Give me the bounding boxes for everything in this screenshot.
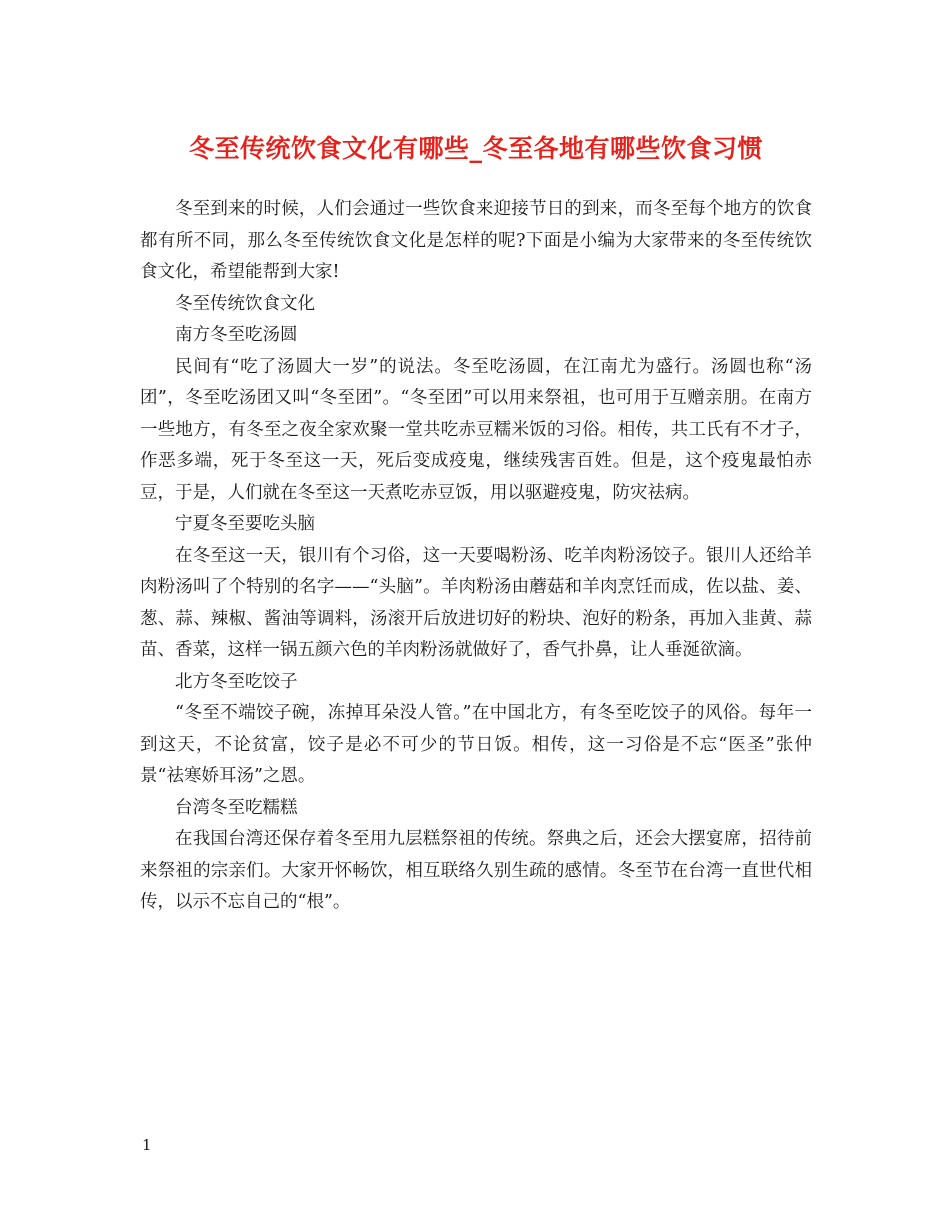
section-heading-south: 南方冬至吃汤圆	[175, 325, 298, 345]
section-body-ningxia: 在冬至这一天，银川有个习俗，这一天要喝粉汤、吃羊肉粉汤饺子。银川人还给羊肉粉汤叫了个特别的名字——“头脑”。羊肉粉汤由蘑菇和羊肉烹饪而成，佐以盐、姜、葱、蒜、辣椒、酱油等调料，汤滚开后放进切好的粉块、泡好的粉条，再加入韭黄、蒜苗、香菜，这样一锅五颜六色的羊肉粉汤就做好了，香气扑鼻，让人垂涎欲滴。	[140, 545, 812, 660]
section-body-taiwan: 在我国台湾还保存着冬至用九层糕祭祖的传统。祭典之后，还会大摆宴席，招待前来祭祖的宗亲们。大家开怀畅饮，相互联络久别生疏的感情。冬至节在台湾一直世代相传，以示不忘自己的“根”。	[140, 829, 812, 912]
intro-paragraph: 冬至到来的时候，人们会通过一些饮食来迎接节日的到来，而冬至每个地方的饮食都有所不同，那么冬至传统饮食文化是怎样的呢?下面是小编为大家带来的冬至传统饮食文化，希望能帮到大家!	[140, 199, 812, 282]
section-body-north: “冬至不端饺子碗，冻掉耳朵没人管。”在中国北方，有冬至吃饺子的风俗。每年一到这天，不论贫富，饺子是必不可少的节日饭。相传，这一习俗是不忘“医圣”张仲景“祛寒娇耳汤”之恩。	[140, 703, 812, 786]
document-body	[140, 194, 812, 919]
page-number: 1	[142, 1136, 152, 1154]
section-heading-ningxia: 宁夏冬至要吃头脑	[175, 514, 315, 534]
document-page	[140, 124, 812, 919]
section-body-south: 民间有“吃了汤圆大一岁”的说法。冬至吃汤圆，在江南尤为盛行。汤圆也称“汤团”，冬至吃汤团又叫“冬至团”。“冬至团”可以用来祭祖，也可用于互赠亲朋。在南方一些地方，有冬至之夜全家欢聚一堂共吃赤豆糯米饭的习俗。相传，共工氏有不才子，作恶多端，死于冬至这一天，死后变成疫鬼，继续残害百姓。但是，这个疫鬼最怕赤豆，于是，人们就在冬至这一天煮吃赤豆饭，用以驱避疫鬼，防灾祛病。	[140, 356, 812, 503]
section-heading-north: 北方冬至吃饺子	[175, 671, 298, 692]
document-title: 冬至传统饮食文化有哪些_冬至各地有哪些饮食习惯	[188, 134, 763, 163]
section-heading-taiwan: 台湾冬至吃糯糕	[175, 797, 298, 818]
main-heading: 冬至传统饮食文化	[175, 293, 315, 314]
